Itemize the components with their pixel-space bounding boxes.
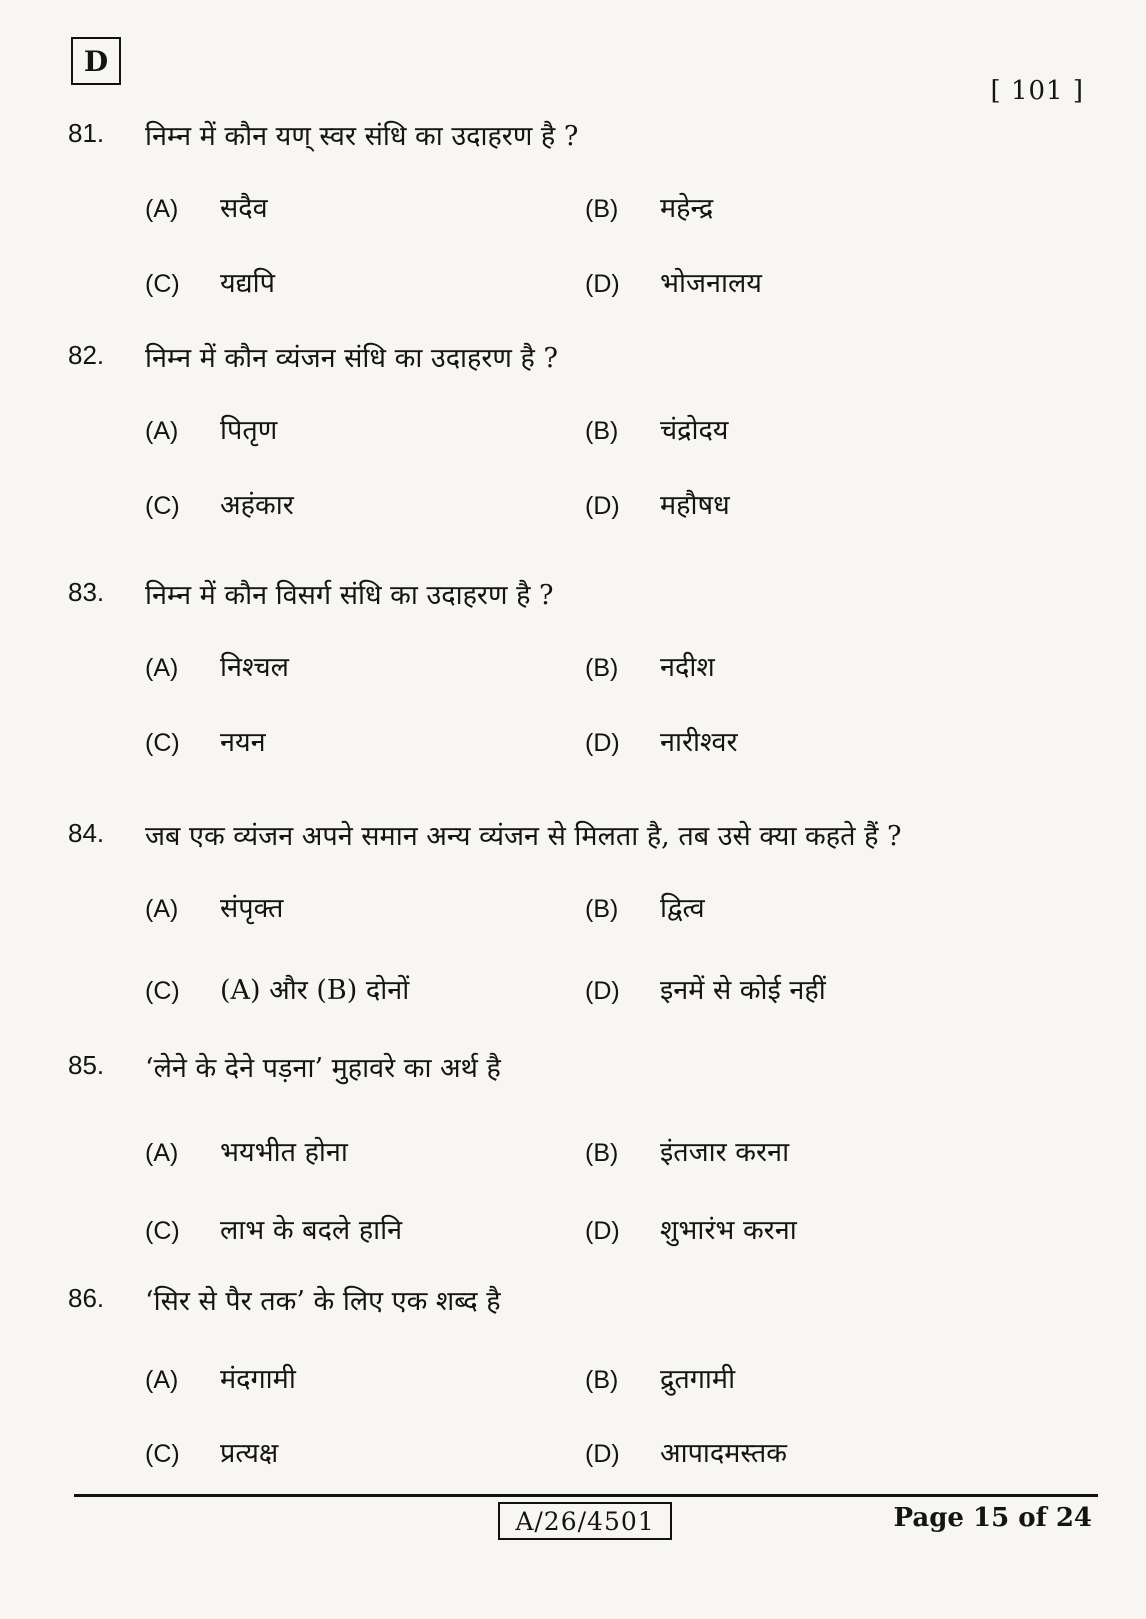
question-number: 82. xyxy=(68,340,105,370)
option-label: (D) xyxy=(585,977,620,1005)
option-text: भोजनालय xyxy=(660,268,762,299)
option-text: मंदगामी xyxy=(220,1364,296,1395)
option-label: (D) xyxy=(585,492,620,520)
option-b xyxy=(585,647,715,684)
option-text: लाभ के बदले हानि xyxy=(220,1215,403,1246)
option-label: (A) xyxy=(145,654,179,682)
question-84 xyxy=(0,818,1146,1038)
question-86 xyxy=(0,1283,1146,1503)
option-text: पितृण xyxy=(220,415,278,446)
option-c xyxy=(145,970,409,1007)
option-label: (C) xyxy=(145,729,180,757)
option-text: नयन xyxy=(220,727,266,758)
option-d xyxy=(585,722,738,759)
option-text: महौषध xyxy=(660,490,730,521)
option-text: यद्यपि xyxy=(220,268,275,299)
option-b xyxy=(585,888,705,925)
option-label: (A) xyxy=(145,1366,179,1394)
option-text: (A) और (B) दोनों xyxy=(220,975,410,1006)
option-text: द्रुतगामी xyxy=(660,1364,736,1395)
option-label: (C) xyxy=(145,270,180,298)
question-number: 81. xyxy=(68,118,105,148)
option-text: द्वित्व xyxy=(660,893,705,924)
option-text: इंतजार करना xyxy=(660,1137,790,1168)
option-d xyxy=(585,1433,787,1470)
option-d xyxy=(585,263,762,300)
option-label: (A) xyxy=(145,895,179,923)
question-number: 84. xyxy=(68,818,105,848)
option-d xyxy=(585,1210,797,1247)
set-code-box xyxy=(71,37,121,85)
option-c xyxy=(145,485,294,522)
option-label: (D) xyxy=(585,1217,620,1245)
option-label: (A) xyxy=(145,195,179,223)
question-83 xyxy=(0,577,1146,797)
option-text: निश्चल xyxy=(220,652,289,683)
page-number: Page 15 of 24 xyxy=(893,1503,1092,1533)
option-d xyxy=(585,485,730,522)
option-c xyxy=(145,1210,402,1247)
paper-code: A/26/4501 xyxy=(515,1506,655,1536)
set-code: D xyxy=(83,44,109,78)
option-label: (D) xyxy=(585,729,620,757)
option-label: (B) xyxy=(585,1139,619,1167)
option-label: (B) xyxy=(585,1366,619,1394)
option-label: (C) xyxy=(145,492,180,520)
option-text: इनमें से कोई नहीं xyxy=(660,975,826,1006)
option-a xyxy=(145,647,289,684)
question-text: ‘लेने के देने पड़ना’ मुहावरे का अर्थ है xyxy=(145,1053,501,1084)
option-text: नारीश्वर xyxy=(660,727,738,758)
option-label: (B) xyxy=(585,417,619,445)
option-c xyxy=(145,1433,278,1470)
option-label: (C) xyxy=(145,1217,180,1245)
option-label: (B) xyxy=(585,895,619,923)
question-text: ‘सिर से पैर तक’ के लिए एक शब्द है xyxy=(145,1286,501,1317)
question-81 xyxy=(0,118,1146,338)
option-text: प्रत्यक्ष xyxy=(220,1438,279,1469)
question-text: निम्न में कौन यण् स्वर संधि का उदाहरण है ? xyxy=(145,121,579,152)
option-label: (B) xyxy=(585,195,619,223)
option-a xyxy=(145,188,268,225)
option-text: चंद्रोदय xyxy=(660,415,729,446)
question-82 xyxy=(0,340,1146,560)
option-b xyxy=(585,188,713,225)
option-label: (B) xyxy=(585,654,619,682)
option-d xyxy=(585,970,826,1007)
option-a xyxy=(145,1359,296,1396)
option-b xyxy=(585,1359,735,1396)
option-a xyxy=(145,1132,348,1169)
option-label: (A) xyxy=(145,1139,179,1167)
option-label: (C) xyxy=(145,977,180,1005)
option-label: (A) xyxy=(145,417,179,445)
option-text: महेन्द्र xyxy=(660,193,714,224)
option-text: अहंकार xyxy=(220,490,294,521)
question-text: निम्न में कौन व्यंजन संधि का उदाहरण है ? xyxy=(145,343,558,374)
option-label: (D) xyxy=(585,270,620,298)
option-text: भयभीत होना xyxy=(220,1137,348,1168)
question-text: निम्न में कौन विसर्ग संधि का उदाहरण है ? xyxy=(145,580,554,611)
option-label: (C) xyxy=(145,1440,180,1468)
option-a xyxy=(145,410,277,447)
option-a xyxy=(145,888,283,925)
option-text: संपृक्त xyxy=(220,893,284,924)
option-text: आपादमस्तक xyxy=(660,1438,788,1469)
option-b xyxy=(585,1132,789,1169)
option-text: सदैव xyxy=(220,193,268,224)
option-b xyxy=(585,410,728,447)
option-label: (D) xyxy=(585,1440,620,1468)
option-text: नदीश xyxy=(660,652,715,683)
page-bracket-number: [ 101 ] xyxy=(990,76,1084,106)
option-c xyxy=(145,263,275,300)
footer-divider xyxy=(74,1494,1098,1497)
question-number: 83. xyxy=(68,577,105,607)
question-number: 85. xyxy=(68,1050,105,1080)
option-text: शुभारंभ करना xyxy=(660,1215,797,1246)
question-text: जब एक व्यंजन अपने समान अन्य व्यंजन से मिलता है, तब उसे क्या कहते हैं ? xyxy=(145,821,902,852)
question-85 xyxy=(0,1050,1146,1270)
option-c xyxy=(145,722,266,759)
paper-code-box xyxy=(498,1502,672,1540)
question-number: 86. xyxy=(68,1283,105,1313)
